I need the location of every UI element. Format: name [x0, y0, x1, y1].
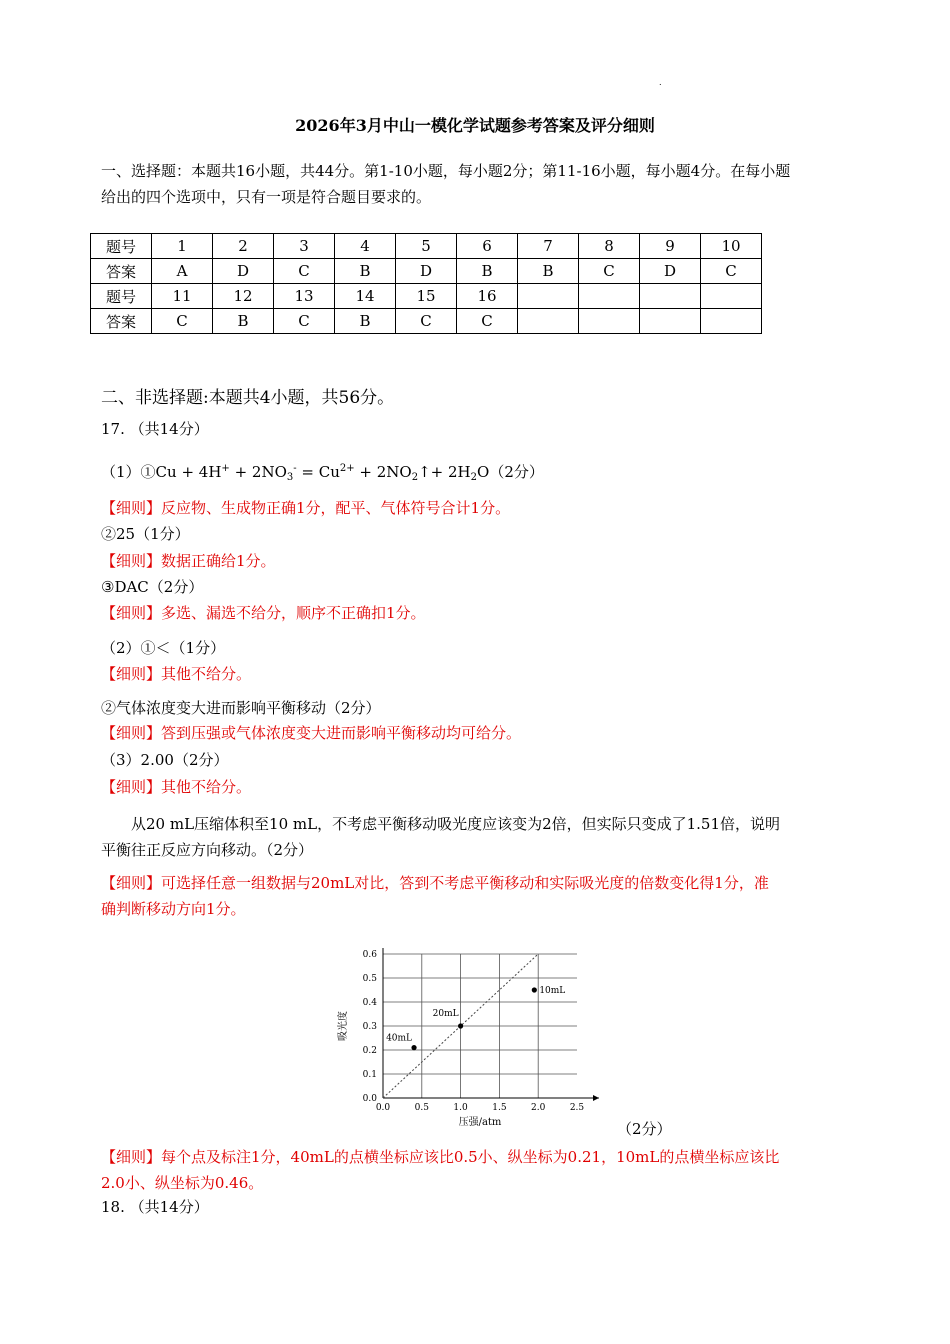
answer-cell: [640, 309, 701, 334]
eq-mid2: = Cu: [296, 463, 340, 481]
qnum-cell: 5: [396, 234, 457, 259]
qnum-cell: 3: [274, 234, 335, 259]
answer-cell: C: [396, 309, 457, 334]
table-row: [91, 234, 762, 259]
x-tick-label: 0.0: [375, 1103, 391, 1113]
answer-cell: [579, 309, 640, 334]
eq-sub-no3: 3: [286, 472, 294, 483]
qnum-cell: 12: [213, 284, 274, 309]
corner-mark: .: [659, 78, 662, 87]
qnum-cell: 7: [518, 234, 579, 259]
chart-svg: [330, 940, 620, 1130]
data-point: [411, 1045, 416, 1050]
table-row: [91, 309, 762, 334]
x-tick-label: 2.5: [569, 1103, 585, 1113]
y-tick-label: 0.1: [362, 1070, 377, 1080]
rule-7-line2: 确判断移动方向1分。: [101, 900, 246, 918]
y-tick-label: 0.5: [362, 974, 377, 984]
qnum-cell: 9: [640, 234, 701, 259]
answer-cell: D: [213, 259, 274, 284]
q17-part1-2: ②25（1分）: [101, 525, 190, 543]
section2-heading: 二、非选择题:本题共4小题，共56分。: [101, 388, 395, 408]
answer-cell: C: [152, 309, 213, 334]
qnum-cell: 15: [396, 284, 457, 309]
table-row: [91, 259, 762, 284]
answer-cell: C: [274, 309, 335, 334]
data-point: [532, 987, 537, 992]
qnum-cell: 11: [152, 284, 213, 309]
answer-cell: D: [640, 259, 701, 284]
q17-part1-3: ③DAC（2分）: [101, 578, 204, 596]
rule-7: [101, 870, 853, 922]
answer-cell: B: [335, 259, 396, 284]
qnum-cell: 4: [335, 234, 396, 259]
rule-5: 【细则】答到压强或气体浓度变大进而影响平衡移动均可给分。: [101, 724, 522, 742]
y-tick-label: 0.6: [362, 950, 377, 960]
answer-cell: C: [457, 309, 518, 334]
q17-explanation: [101, 811, 853, 863]
qnum-cell: 13: [274, 284, 335, 309]
qnum-cell: [640, 284, 701, 309]
section1-intro-line2: 给出的四个选项中，只有一项是符合题目要求的。: [101, 188, 432, 206]
rule-6: 【细则】其他不给分。: [101, 778, 252, 796]
row-header: 答案: [91, 259, 152, 284]
x-tick-label: 1.5: [492, 1103, 507, 1113]
rule-2: 【细则】数据正确给1分。: [101, 552, 276, 570]
qnum-cell: [701, 284, 762, 309]
explanation-line2: 平衡往正反应方向移动。（2分）: [101, 841, 314, 859]
q17-part3: （3）2.00（2分）: [101, 751, 229, 769]
y-tick-label: 0.3: [362, 1022, 377, 1032]
eq-sup-h: +: [221, 463, 230, 474]
eq-sub-h2o: 2: [470, 472, 478, 483]
rule-8: [101, 1144, 853, 1196]
data-point: [458, 1023, 463, 1028]
point-label: 20mL: [432, 1009, 459, 1019]
answer-cell: B: [457, 259, 518, 284]
section1-intro-line1: 一、选择题：本题共16小题，共44分。第1-10小题，每小题2分；第11-16小题，每小题4分。在每小题: [101, 162, 791, 180]
qnum-cell: 16: [457, 284, 518, 309]
rule-1: 【细则】反应物、生成物正确1分，配平、气体符号合计1分。: [101, 499, 511, 517]
y-axis-label: 吸光度: [338, 1011, 349, 1041]
answer-cell: B: [518, 259, 579, 284]
qnum-cell: 10: [701, 234, 762, 259]
q17-header: 17. （共14分）: [101, 420, 209, 438]
point-label: 10mL: [539, 986, 566, 996]
rule-8-line1: 【细则】每个点及标注1分，40mL的点横坐标应该比0.5小、纵坐标为0.21，10mL的点横坐标应该比: [101, 1148, 780, 1166]
rule-3: 【细则】多选、漏选不给分，顺序不正确扣1分。: [101, 604, 426, 622]
answer-cell: [701, 309, 762, 334]
y-tick-label: 0.4: [362, 998, 377, 1008]
q17-part2-1: （2）①＜（1分）: [101, 639, 226, 657]
qnum-cell: [518, 284, 579, 309]
x-tick-label: 0.5: [414, 1103, 429, 1113]
qnum-cell: 2: [213, 234, 274, 259]
section1-intro: [101, 158, 853, 210]
qnum-cell: 1: [152, 234, 213, 259]
eq-sup-cu: 2+: [339, 463, 355, 474]
answer-cell: B: [213, 309, 274, 334]
x-tick-label: 1.0: [453, 1103, 468, 1113]
rule-4: 【细则】其他不给分。: [101, 665, 252, 683]
x-axis-label: 压强/atm: [458, 1117, 502, 1128]
chart-score: （2分）: [617, 1120, 672, 1138]
q18-header: 18. （共14分）: [101, 1198, 209, 1216]
x-axis-arrow: [593, 1095, 599, 1101]
qnum-cell: 6: [457, 234, 518, 259]
qnum-cell: 14: [335, 284, 396, 309]
answer-cell: C: [701, 259, 762, 284]
eq-prefix: （1）①Cu + 4H: [101, 463, 222, 481]
row-header: 答案: [91, 309, 152, 334]
eq-sup-no3: -: [293, 463, 297, 474]
absorbance-chart: [330, 940, 620, 1134]
eq-mid3: + 2NO: [354, 463, 412, 481]
answer-cell: A: [152, 259, 213, 284]
rule-7-line1: 【细则】可选择任意一组数据与20mL对比，答到不考虑平衡移动和实际吸光度的倍数变化得1分，准: [101, 874, 769, 892]
rule-8-line2: 2.0小、纵坐标为0.46。: [101, 1174, 264, 1192]
table-row: [91, 284, 762, 309]
row-header: 题号: [91, 284, 152, 309]
answer-cell: C: [274, 259, 335, 284]
eq-sub-no2: 2: [411, 472, 419, 483]
answer-cell: B: [335, 309, 396, 334]
q17-part2-2: ②气体浓度变大进而影响平衡移动（2分）: [101, 699, 381, 717]
y-tick-label: 0.2: [362, 1046, 377, 1056]
eq-mid4: ↑+ 2H: [418, 463, 471, 481]
y-tick-label: 0.0: [362, 1094, 377, 1104]
qnum-cell: [579, 284, 640, 309]
row-header: 题号: [91, 234, 152, 259]
answer-cell: [518, 309, 579, 334]
qnum-cell: 8: [579, 234, 640, 259]
point-label: 40mL: [386, 1033, 413, 1044]
eq-end: O（2分）: [477, 463, 544, 481]
explanation-line1: 从20 mL压缩体积至10 mL，不考虑平衡移动吸光度应该变为2倍，但实际只变成了1.51倍，说明: [131, 815, 781, 833]
page-title: 2026年3月中山一模化学试题参考答案及评分细则: [295, 116, 655, 135]
answer-cell: D: [396, 259, 457, 284]
answer-cell: C: [579, 259, 640, 284]
q17-part1-equation: [101, 461, 544, 482]
eq-mid1: + 2NO: [229, 463, 287, 481]
x-tick-label: 2.0: [531, 1103, 546, 1113]
answer-table: [90, 233, 762, 334]
